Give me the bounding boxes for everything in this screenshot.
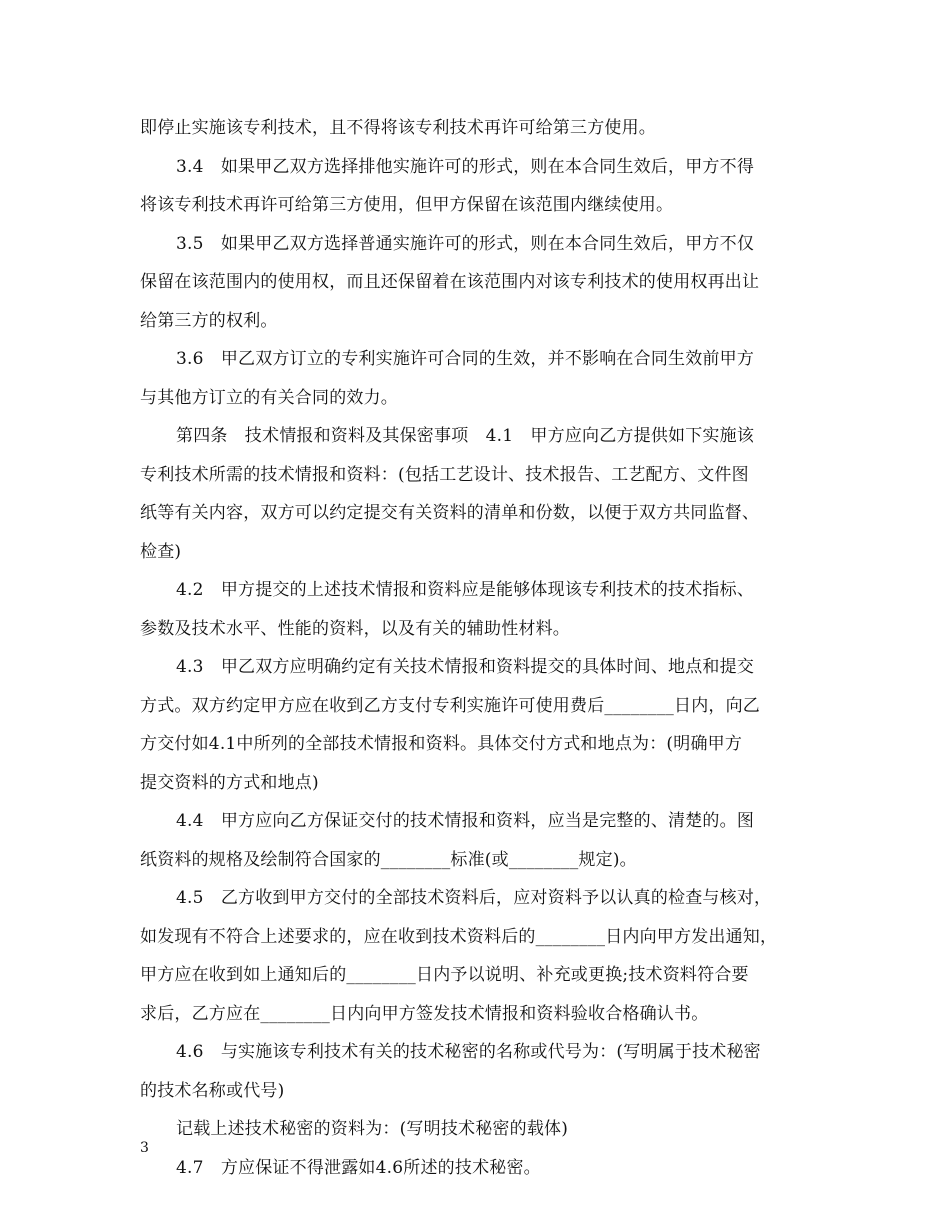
text-line: 即停止实施该专利技术，且不得将该专利技术再许可给第三方使用。: [140, 118, 656, 138]
text-line: 4.4 甲方应向乙方保证交付的技术情报和资料，应当是完整的、清楚的。图: [176, 811, 755, 831]
text-line: 4.7 方应保证不得泄露如4.6所述的技术秘密。: [176, 1157, 541, 1178]
text-line: 求后，乙方应在________日内向甲方签发技术情报和资料验收合格确认书。: [140, 1003, 709, 1024]
text-line: 3.5 如果甲乙双方选择普通实施许可的形式，则在本合同生效后，甲方不仅: [176, 233, 755, 254]
text-line: 给第三方的权利。: [140, 310, 278, 331]
text-line: 提交资料的方式和地点): [140, 772, 319, 793]
text-line: 检查): [140, 541, 182, 562]
text-line: 4.5 乙方收到甲方交付的全部技术资料后，应对资料予以认真的检查与核对，: [176, 888, 772, 908]
text-line: 将该专利技术再许可给第三方使用，但甲方保留在该范围内继续使用。: [140, 195, 674, 215]
text-line: 的技术名称或代号): [140, 1080, 285, 1101]
text-line: 纸资料的规格及绘制符合国家的________标准(或________规定)。: [140, 849, 637, 870]
text-line: 纸等有关内容，双方可以约定提交有关资料的清单和份数，以便于双方共同监督、: [140, 503, 760, 523]
text-line: 专利技术所需的技术情报和资料：(包括工艺设计、技术报告、工艺配方、文件图: [140, 464, 749, 485]
page-number: 3: [140, 1140, 149, 1156]
text-line: 方交付如4.1中所列的全部技术情报和资料。具体交付方式和地点为：(明确甲方: [140, 734, 743, 754]
text-line: 如发现有不符合上述要求的，应在收到技术资料后的________日内向甲方发出通知，: [140, 926, 778, 947]
contract-body-text: [140, 114, 816, 1192]
text-line: 4.3 甲乙双方应明确约定有关技术情报和资料提交的具体时间、地点和提交: [176, 657, 755, 677]
text-line: 3.6 甲乙双方订立的专利实施许可合同的生效，并不影响在合同生效前甲方: [176, 349, 755, 369]
text-line: 记载上述技术秘密的资料为：(写明技术秘密的载体): [176, 1119, 569, 1139]
text-line: 参数及技术水平、性能的资料，以及有关的辅助性材料。: [140, 618, 570, 639]
text-line: 第四条 技术情报和资料及其保密事项 4.1 甲方应向乙方提供如下实施该: [176, 426, 755, 446]
text-line: 甲方应在收到如上通知后的________日内予以说明、补充或更换;技术资料符合要: [140, 965, 749, 985]
text-line: 4.6 与实施该专利技术有关的技术秘密的名称或代号为：(写明属于技术秘密: [176, 1042, 761, 1062]
text-line: 与其他方订立的有关合同的效力。: [140, 387, 398, 408]
text-line: 4.2 甲方提交的上述技术情报和资料应是能够体现该专利技术的技术指标、: [176, 580, 755, 600]
text-line: 保留在该范围内的使用权，而且还保留着在该范围内对该专利技术的使用权再出让: [140, 272, 760, 292]
text-line: 3.4 如果甲乙双方选择排他实施许可的形式，则在本合同生效后，甲方不得: [176, 156, 755, 177]
text-line: 方式。双方约定甲方应在收到乙方支付专利实施许可使用费后________日内，向乙: [140, 695, 760, 716]
